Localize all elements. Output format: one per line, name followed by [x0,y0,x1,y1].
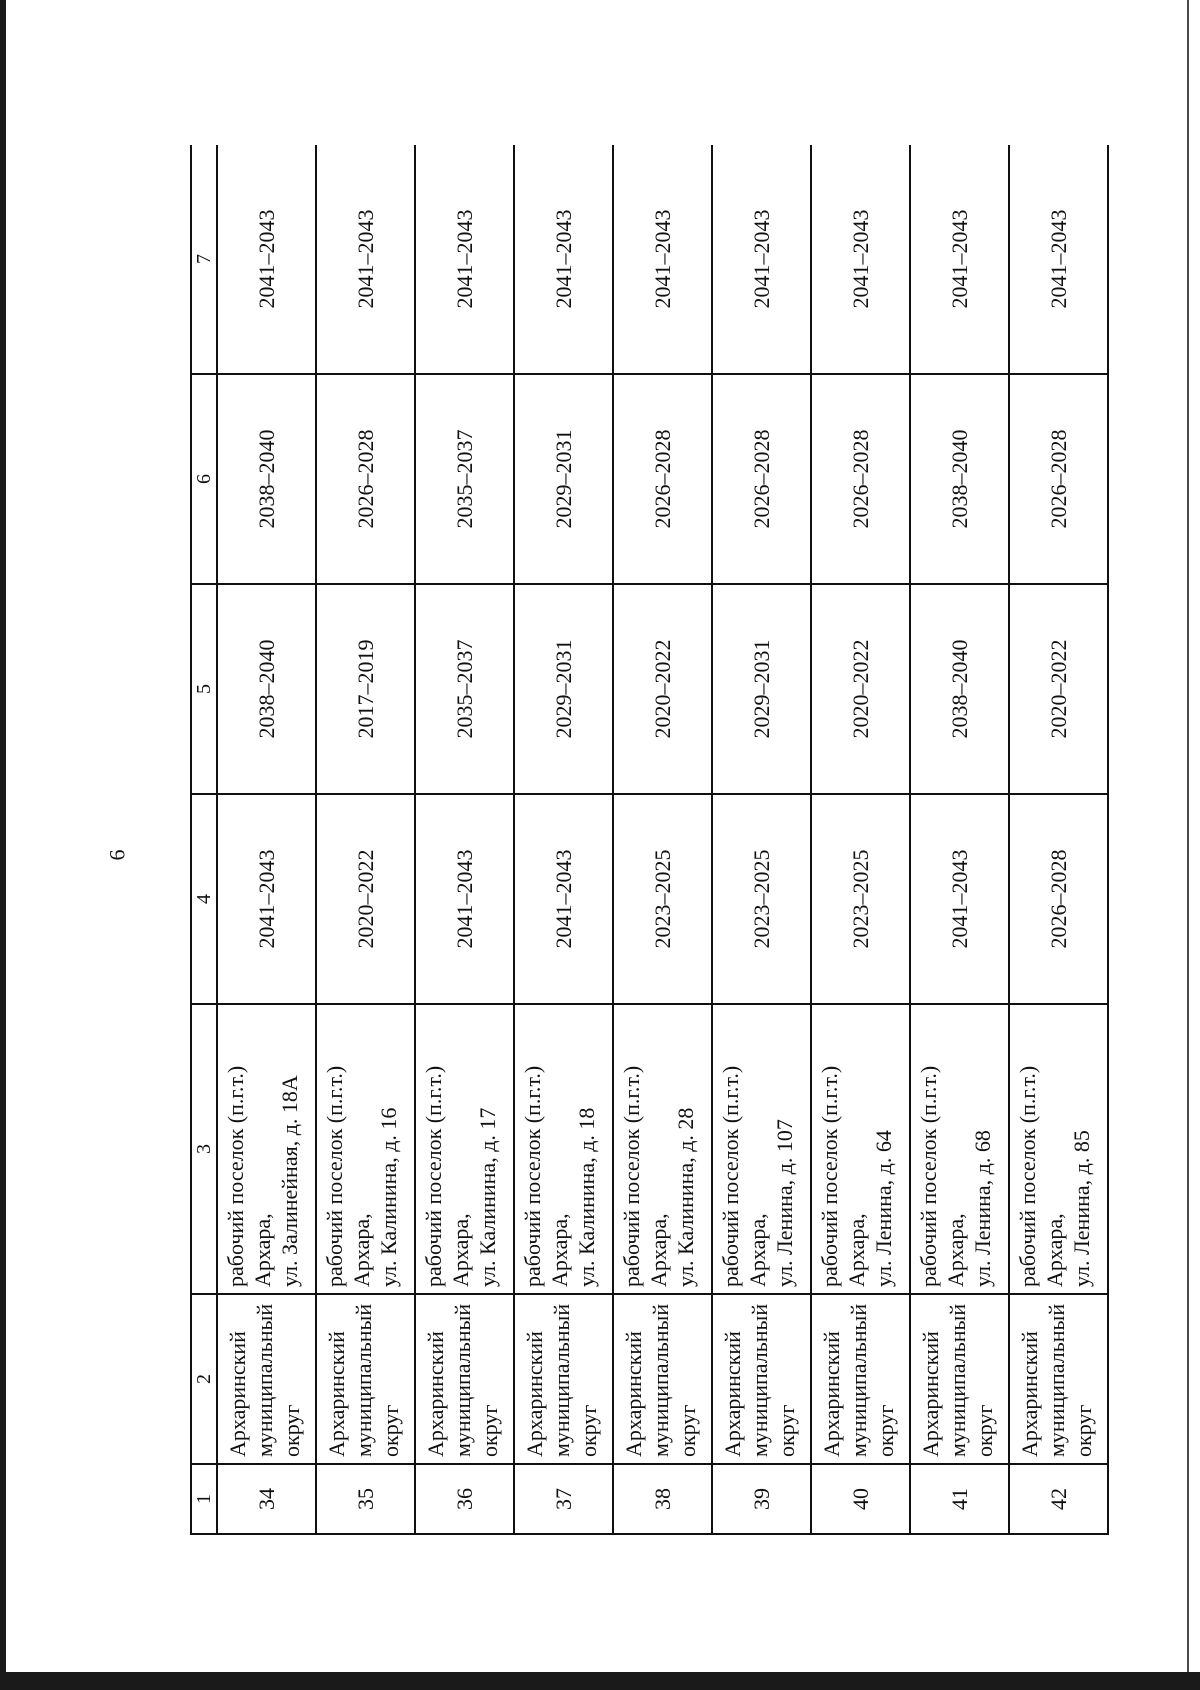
period-cell-col6: 2026–2028 [811,374,910,584]
table-row [415,145,514,1534]
period-cell-col5: 2029–2031 [514,584,613,794]
district-line: Архаринский [522,1331,547,1457]
table-header-row [191,145,217,1534]
period-cell-col7: 2041–2043 [415,145,514,374]
address-line: рабочий поселок (п.г.т.) [619,1065,644,1287]
address-line: ул. Калинина, д. 16 [376,1107,401,1287]
district-cell [316,1294,415,1464]
address-line: ул. Ленина, д. 68 [970,1130,995,1287]
address-line: рабочий поселок (п.г.т.) [322,1065,347,1287]
district-line: округ [477,1404,502,1457]
address-line: ул. Калинина, д. 17 [475,1107,500,1287]
period-cell-col5: 2038–2040 [910,584,1009,794]
period-cell-col6: 2029–2031 [514,374,613,584]
address-cell [613,1004,712,1294]
period-cell-col6: 2026–2028 [613,374,712,584]
district-line: муниципальный [1044,1303,1069,1457]
table-body [217,145,1108,1534]
period-cell-col5: 2020–2022 [613,584,712,794]
district-line: округ [774,1404,799,1457]
address-line: Архара, [448,1213,473,1287]
address-line: ул. Калинина, д. 18 [574,1107,599,1287]
table-row [514,145,613,1534]
district-cell [712,1294,811,1464]
period-cell-col7: 2041–2043 [514,145,613,374]
district-line: округ [279,1404,304,1457]
period-cell-col4: 2020–2022 [316,794,415,1004]
district-line: округ [873,1404,898,1457]
address-line: Архара, [646,1213,671,1287]
page-number: 6 [104,849,130,861]
period-cell-col5: 2020–2022 [811,584,910,794]
district-line: муниципальный [549,1303,574,1457]
table-row [811,145,910,1534]
period-cell-col4: 2041–2043 [910,794,1009,1004]
address-line: Архара, [745,1213,770,1287]
row-number: 37 [514,1464,613,1534]
row-number: 35 [316,1464,415,1534]
period-cell-col7: 2041–2043 [811,145,910,374]
address-cell [811,1004,910,1294]
address-line: Архара, [547,1213,572,1287]
period-cell-col6: 2026–2028 [712,374,811,584]
column-header-4: 4 [191,794,217,1004]
address-cell [712,1004,811,1294]
address-line: ул. Ленина, д. 107 [772,1119,797,1287]
scan-edge-right [1187,0,1189,1672]
table-row [613,145,712,1534]
district-line: Архаринский [819,1331,844,1457]
address-line: ул. Залинейная, д. 18А [277,1075,302,1287]
period-cell-col5: 2038–2040 [217,584,316,794]
district-line: Архаринский [720,1331,745,1457]
period-cell-col6: 2026–2028 [1009,374,1108,584]
period-cell-col4: 2041–2043 [217,794,316,1004]
address-line: Архара, [1042,1213,1067,1287]
address-cell [217,1004,316,1294]
period-cell-col4: 2041–2043 [514,794,613,1004]
district-cell [613,1294,712,1464]
address-cell [910,1004,1009,1294]
district-cell [217,1294,316,1464]
period-cell-col7: 2041–2043 [712,145,811,374]
row-number: 41 [910,1464,1009,1534]
address-line: Архара, [943,1213,968,1287]
address-cell [415,1004,514,1294]
district-line: округ [972,1404,997,1457]
period-cell-col7: 2041–2043 [217,145,316,374]
district-line: Архаринский [423,1331,448,1457]
rotated-table-container [190,145,1130,1535]
district-line: муниципальный [747,1303,772,1457]
address-line: ул. Ленина, д. 64 [871,1130,896,1287]
address-line: рабочий поселок (п.г.т.) [1015,1065,1040,1287]
period-cell-col7: 2041–2043 [613,145,712,374]
period-cell-col5: 2029–2031 [712,584,811,794]
table-row [910,145,1009,1534]
address-line: Архара, [349,1213,374,1287]
address-line: рабочий поселок (п.г.т.) [520,1065,545,1287]
period-cell-col4: 2041–2043 [415,794,514,1004]
period-cell-col4: 2023–2025 [811,794,910,1004]
address-line: рабочий поселок (п.г.т.) [916,1065,941,1287]
column-header-7: 7 [191,145,217,374]
address-cell [514,1004,613,1294]
scan-edge-left [0,0,6,1690]
period-cell-col7: 2041–2043 [316,145,415,374]
district-cell [910,1294,1009,1464]
row-number: 38 [613,1464,712,1534]
address-line: рабочий поселок (п.г.т.) [817,1065,842,1287]
district-line: Архаринский [324,1331,349,1457]
address-line: Архара, [844,1213,869,1287]
district-cell [415,1294,514,1464]
district-cell [811,1294,910,1464]
schedule-table [190,145,1109,1535]
district-line: муниципальный [252,1303,277,1457]
column-header-3: 3 [191,1004,217,1294]
period-cell-col7: 2041–2043 [1009,145,1108,374]
address-line: рабочий поселок (п.г.т.) [223,1065,248,1287]
period-cell-col6: 2035–2037 [415,374,514,584]
period-cell-col5: 2020–2022 [1009,584,1108,794]
district-line: Архаринский [1017,1331,1042,1457]
district-cell [514,1294,613,1464]
table-area [190,145,1130,1535]
district-line: муниципальный [846,1303,871,1457]
table-row [1009,145,1108,1534]
row-number: 34 [217,1464,316,1534]
district-line: Архаринский [918,1331,943,1457]
district-cell [1009,1294,1108,1464]
district-line: округ [675,1404,700,1457]
period-cell-col6: 2038–2040 [910,374,1009,584]
row-number: 42 [1009,1464,1108,1534]
period-cell-col7: 2041–2043 [910,145,1009,374]
period-cell-col5: 2017–2019 [316,584,415,794]
column-header-6: 6 [191,374,217,584]
column-header-1: 1 [191,1464,217,1534]
table-row [316,145,415,1534]
address-cell [1009,1004,1108,1294]
address-cell [316,1004,415,1294]
row-number: 36 [415,1464,514,1534]
district-line: Архаринский [621,1331,646,1457]
district-line: округ [378,1404,403,1457]
column-header-2: 2 [191,1294,217,1464]
district-line: муниципальный [945,1303,970,1457]
district-line: муниципальный [648,1303,673,1457]
period-cell-col4: 2026–2028 [1009,794,1108,1004]
row-number: 40 [811,1464,910,1534]
address-line: рабочий поселок (п.г.т.) [718,1065,743,1287]
district-line: муниципальный [351,1303,376,1457]
address-line: Архара, [250,1213,275,1287]
table-row [712,145,811,1534]
district-line: округ [1071,1404,1096,1457]
address-line: ул. Ленина, д. 85 [1069,1130,1094,1287]
period-cell-col6: 2038–2040 [217,374,316,584]
district-line: муниципальный [450,1303,475,1457]
column-header-5: 5 [191,584,217,794]
period-cell-col4: 2023–2025 [712,794,811,1004]
row-number: 39 [712,1464,811,1534]
district-line: округ [576,1404,601,1457]
period-cell-col5: 2035–2037 [415,584,514,794]
district-line: Архаринский [225,1331,250,1457]
table-row [217,145,316,1534]
address-line: рабочий поселок (п.г.т.) [421,1065,446,1287]
scan-edge-bottom [0,1672,1200,1690]
period-cell-col4: 2023–2025 [613,794,712,1004]
period-cell-col6: 2026–2028 [316,374,415,584]
address-line: ул. Калинина, д. 28 [673,1107,698,1287]
